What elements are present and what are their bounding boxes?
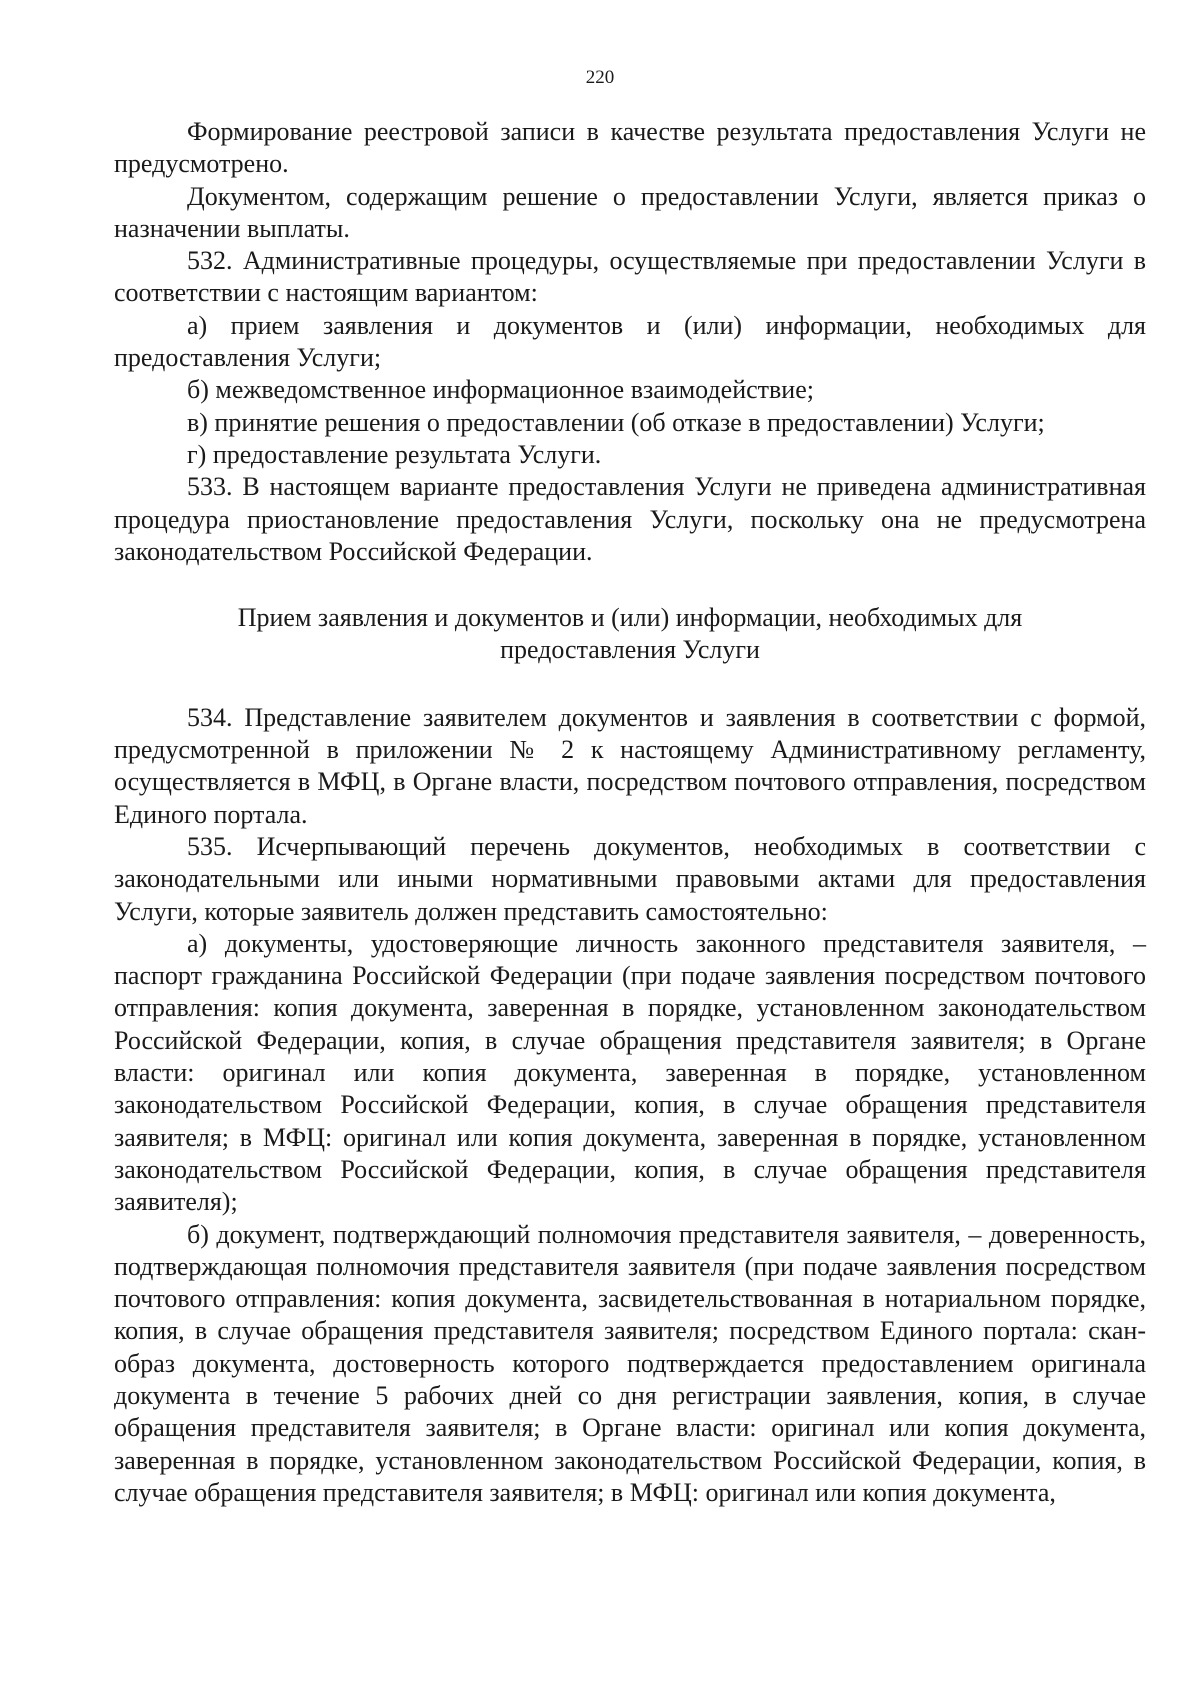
paragraph-534: 534. Представление заявителем документов и заявления в соответствии с формой, предусмотренной в приложении № 2 к настоящему Административному регламенту, осуществляется в МФЦ, в Органе власти, посредством почтового отправления, посредством Единого портала. xyxy=(114,702,1146,829)
page-number: 220 xyxy=(585,67,615,88)
list-item-g: г) предоставление результата Услуги. xyxy=(187,439,602,469)
list-item-a: а) прием заявления и документов и (или) информации, необходимых для предоставления Услуги; xyxy=(114,310,1146,373)
section-heading-line-1: Прием заявления и документов и (или) информации, необходимых для xyxy=(237,603,1023,633)
paragraph-532: 532. Административные процедуры, осуществляемые при предоставлении Услуги в соответствии с настоящим вариантом: xyxy=(114,246,1146,308)
section-heading-line-2: предоставления Услуги xyxy=(500,635,760,665)
paragraph-registry-record: Формирование реестровой записи в качестве результата предоставления Услуги не предусмотрено. xyxy=(114,117,1146,179)
list-item-v: в) принятие решения о предоставлении (об отказе в предоставлении) Услуги; xyxy=(187,407,1045,437)
paragraph-decision-document: Документом, содержащим решение о предоставлении Услуги, является приказ о назначении выплаты. xyxy=(114,181,1146,243)
paragraph-535: 535. Исчерпывающий перечень документов, необходимых в соответствии с законодательными или иными нормативными правовыми актами для предоставления Услуги, которые заявитель должен представить самостоятельно: xyxy=(114,831,1146,926)
list-item-b: б) межведомственное информационное взаимодействие; xyxy=(187,375,814,405)
list-item-a-identity-documents: а) документы, удостоверяющие личность законного представителя заявителя, – паспорт гражданина Российской Федерации (при подаче заявления посредством почтового отправления: копия документа, заверенная в порядке, установленном законодательством Российской Федерации, копия, в случае обращения представителя заявителя; в Органе власти: оригинал или копия документа, заверенная в порядке, установленном законодательством Российской Федерации, копия, в случае обращения представителя заявителя; в МФЦ: оригинал или копия документа, заверенная в порядке, установленном законодательством Российской Федерации, копия, в случае обращения представителя заявителя); xyxy=(114,928,1146,1217)
section-heading xyxy=(114,602,1146,667)
document-body xyxy=(114,116,1146,1509)
list-item-b-authority-document: б) документ, подтверждающий полномочия представителя заявителя, – доверенность, подтверждающая полномочия представителя заявителя (при подаче заявления посредством почтового отправления: копия документа, засвидетельствованная в нотариальном порядке, копия, в случае обращения представителя заявителя; посредством Единого портала: скан-образ документа, достоверность которого подтверждается предоставлением оригинала документа в течение 5 рабочих дней со дня регистрации заявления, копия, в случае обращения представителя заявителя; в Органе власти: оригинал или копия документа, заверенная в порядке, установленном законодательством Российской Федерации, копия, в случае обращения представителя заявителя; в МФЦ: оригинал или копия документа, xyxy=(114,1219,1146,1507)
paragraph-533: 533. В настоящем варианте предоставления Услуги не приведена административная процедура приостановление предоставления Услуги, поскольку она не предусмотрена законодательством Российской Федерации. xyxy=(114,472,1146,566)
